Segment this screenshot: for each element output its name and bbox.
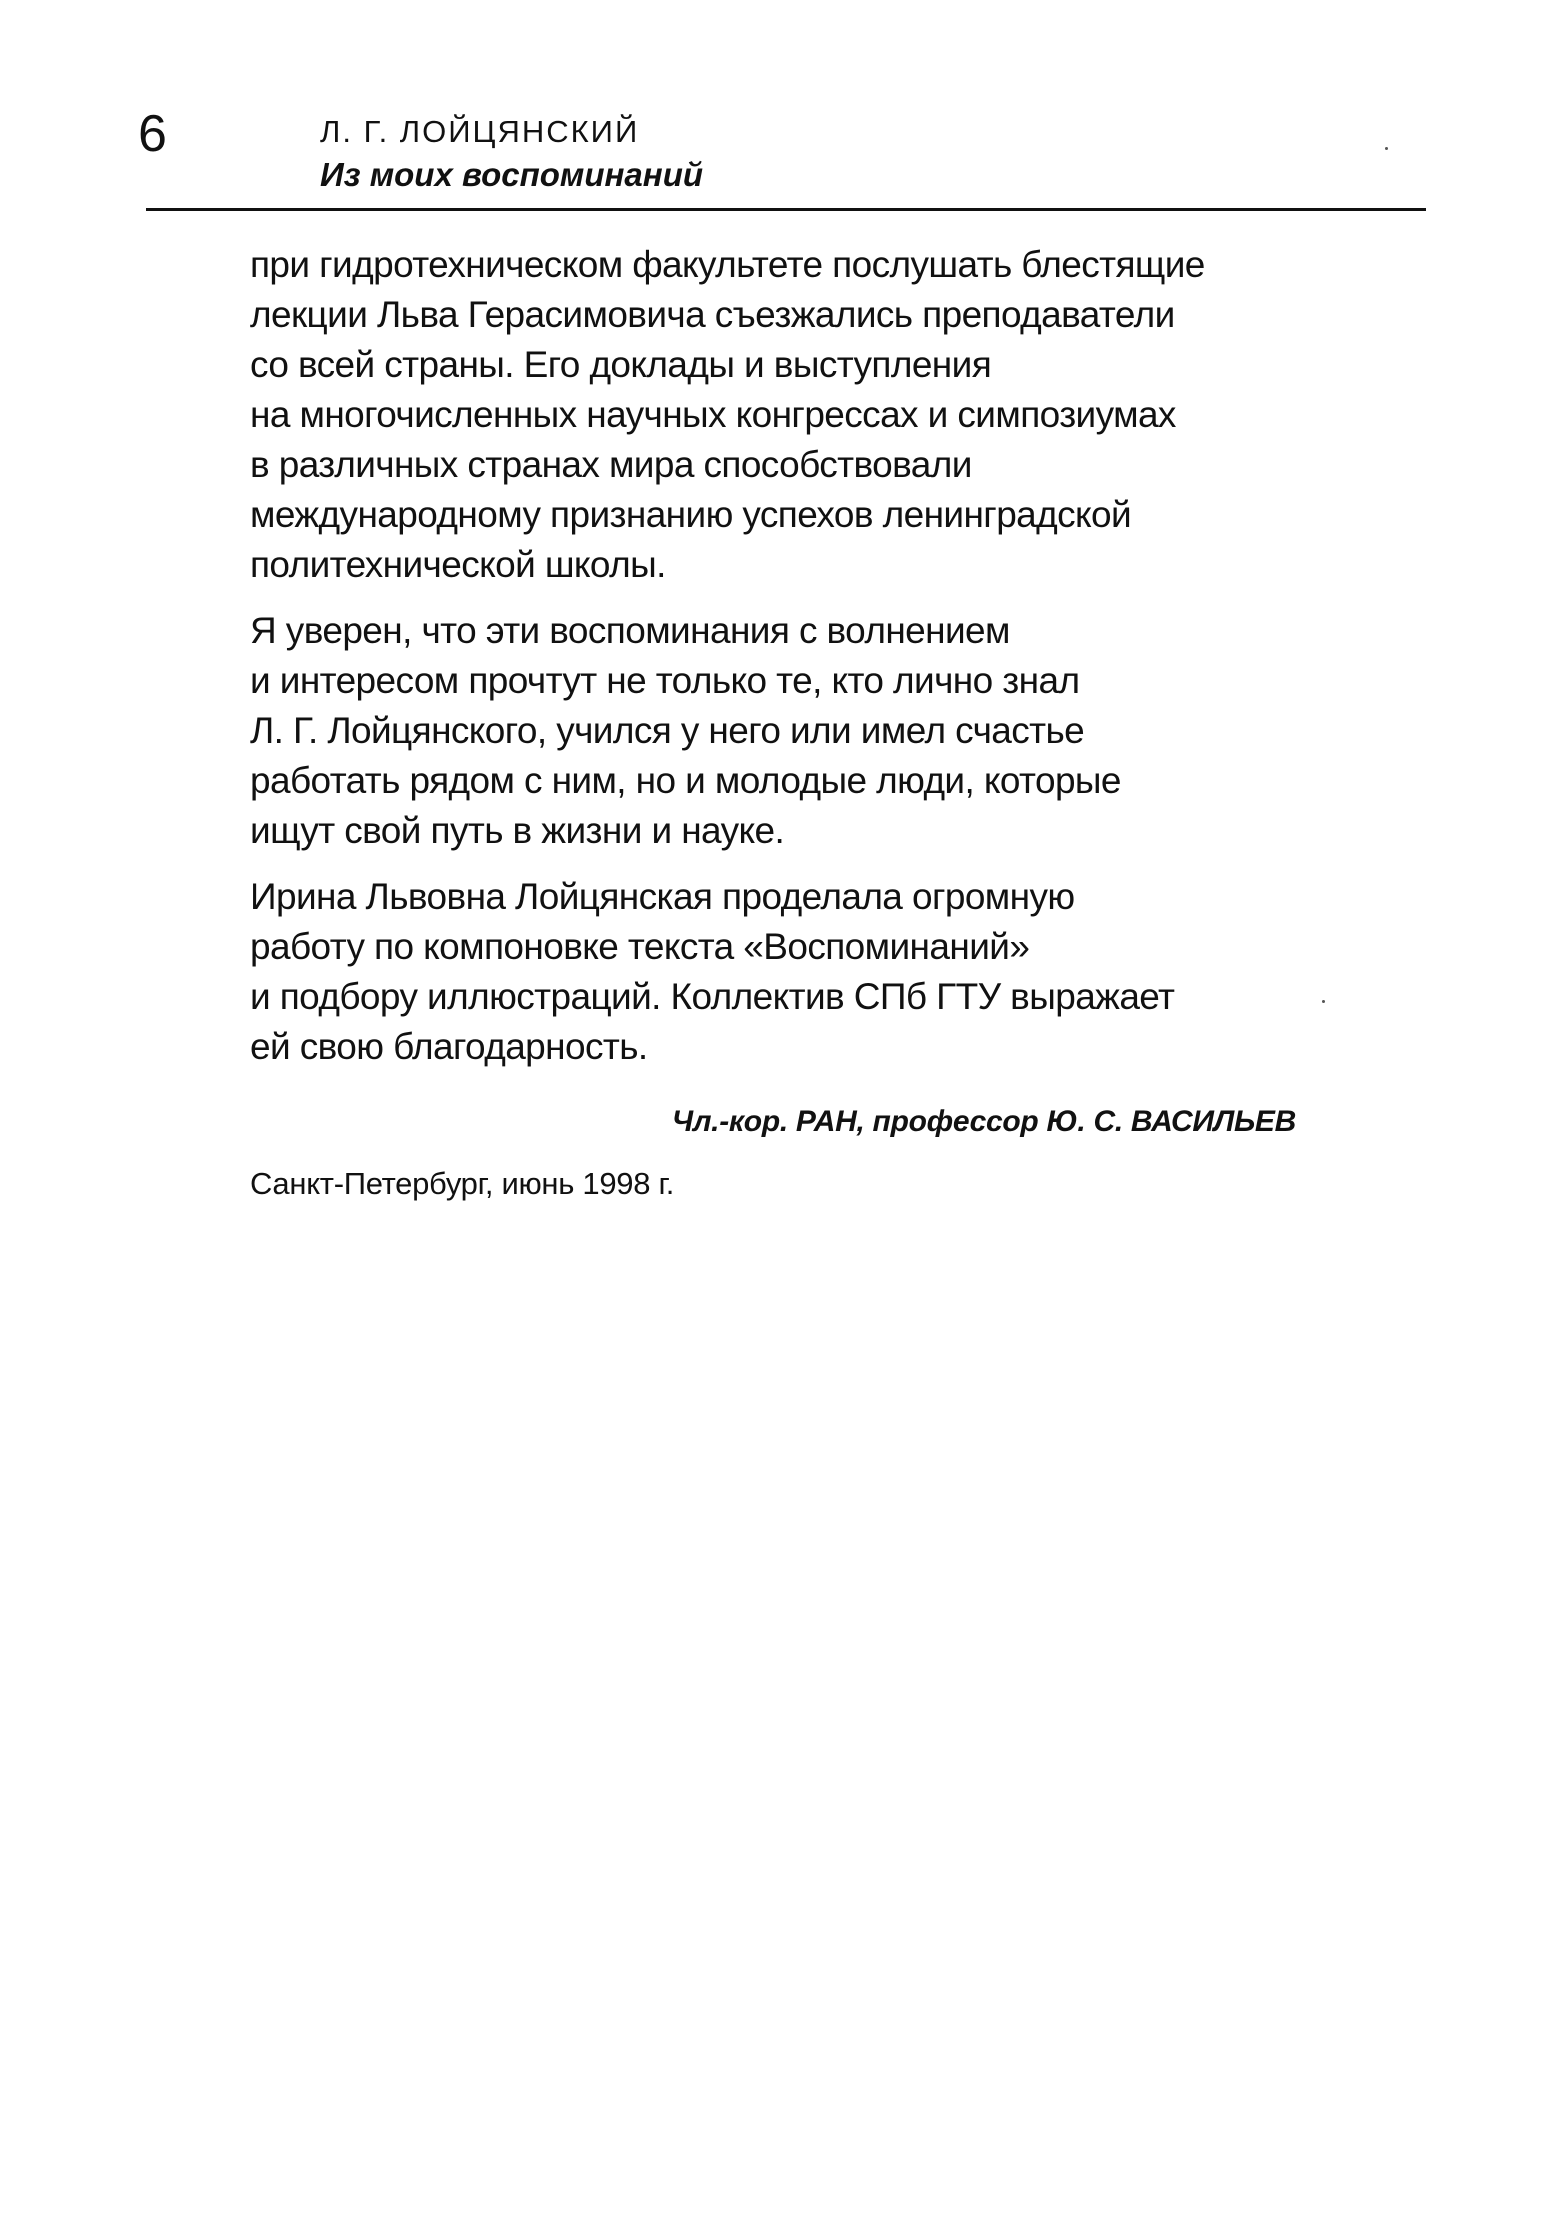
body-text: [250, 240, 1380, 1088]
text-line: Ирина Львовна Лойцянская проделала огромную: [250, 876, 1075, 917]
running-header-title: Из моих воспоминаний: [320, 156, 704, 193]
text-line: со всей страны. Его доклады и выступления: [250, 344, 992, 385]
paragraph-3: [250, 872, 1380, 1072]
text-line: при гидротехническом факультете послушать блестящие: [250, 244, 1205, 285]
text-line: и интересом прочтут не только те, кто лично знал: [250, 660, 1080, 701]
text-line: на многочисленных научных конгрессах и симпозиумах: [250, 394, 1176, 435]
text-line: политехнической школы.: [250, 544, 666, 585]
text-line: Л. Г. Лойцянского, учился у него или имел счастье: [250, 710, 1085, 751]
scan-speck: [1385, 147, 1388, 150]
header-divider: [146, 208, 1426, 211]
text-line: и подбору иллюстраций. Коллектив СПб ГТУ выражает: [250, 976, 1175, 1017]
signature: Чл.-кор. РАН, профессор Ю. С. ВАСИЛЬЕВ: [671, 1105, 1296, 1138]
text-line: ей свою благодарность.: [250, 1026, 648, 1067]
text-line: Я уверен, что эти воспоминания с волнением: [250, 610, 1010, 651]
page-number: 6: [138, 105, 167, 163]
text-line: работу по компоновке текста «Воспоминаний»: [250, 926, 1030, 967]
text-line: лекции Льва Герасимовича съезжались преподаватели: [250, 294, 1175, 335]
paragraph-2: [250, 606, 1380, 856]
place-date: Санкт-Петербург, июнь 1998 г.: [250, 1166, 675, 1201]
text-line: международному признанию успехов ленинградской: [250, 494, 1132, 535]
paragraph-1: [250, 240, 1380, 590]
text-line: ищут свой путь в жизни и науке.: [250, 810, 785, 851]
running-header-author: Л. Г. ЛОЙЦЯНСКИЙ: [320, 114, 640, 149]
text-line: в различных странах мира способствовали: [250, 444, 972, 485]
text-line: работать рядом с ним, но и молодые люди, которые: [250, 760, 1121, 801]
